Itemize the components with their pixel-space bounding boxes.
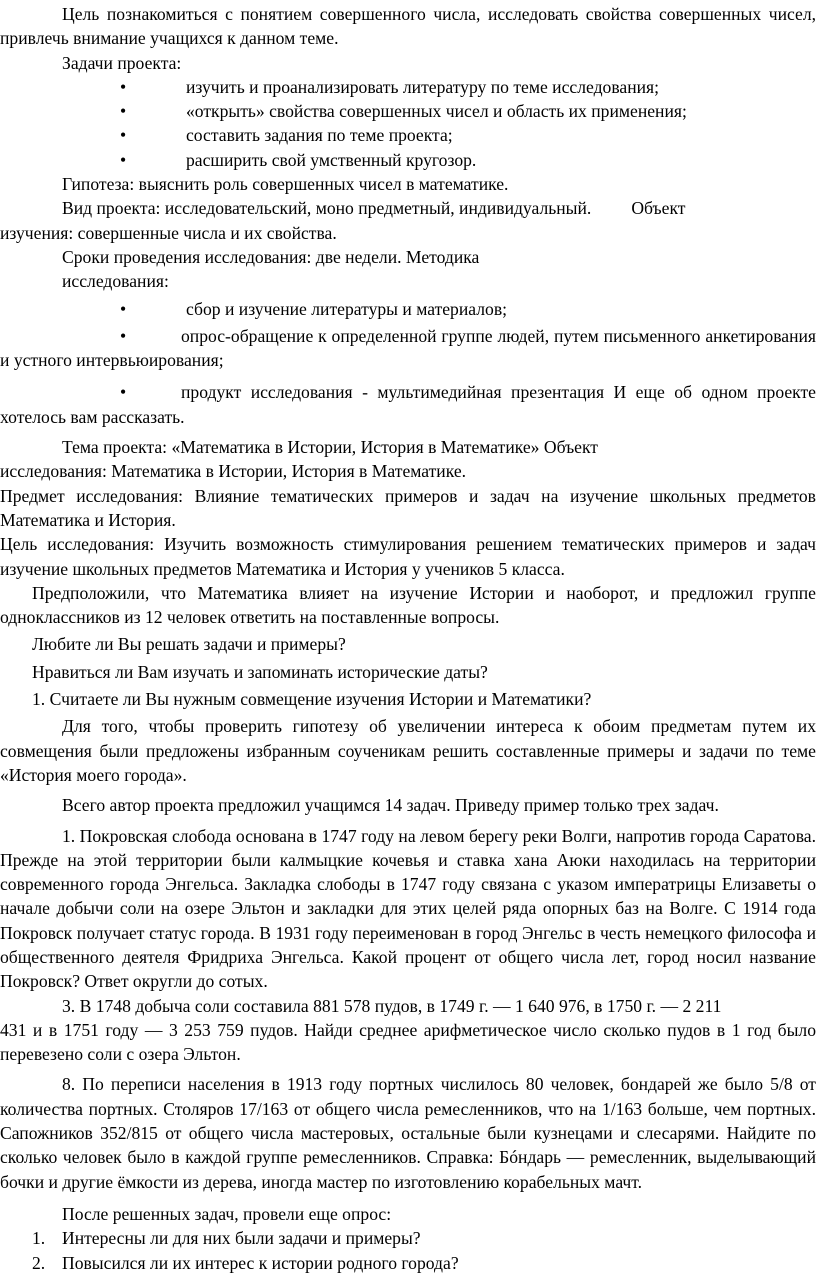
bullet-icon: • bbox=[120, 149, 127, 170]
list-item: • изучить и проанализировать литературу по теме исследования; bbox=[0, 75, 816, 99]
bullet-icon: • bbox=[120, 76, 127, 97]
list-item: • сбор и изучение литературы и материалов; bbox=[0, 297, 816, 321]
bullet-icon: • bbox=[120, 382, 127, 403]
tasks-list bbox=[0, 75, 816, 172]
list-item: 1. Интересны ли для них были задачи и примеры? bbox=[0, 1226, 816, 1250]
survey-question: Нравиться ли Вам изучать и запоминать исторические даты? bbox=[32, 661, 488, 682]
list-item: • опрос-обращение к определенной группе людей, путем письменного анкетирования и устного интервьюирования; bbox=[0, 325, 816, 371]
bullet-icon: • bbox=[120, 101, 127, 122]
list-item: 2. Повысился ли их интерес к истории родного города? bbox=[0, 1251, 816, 1275]
bullet-icon: • bbox=[120, 325, 127, 346]
project-type-line: Вид проекта: исследовательский, моно предметный, индивидуальный. Объект bbox=[62, 198, 686, 219]
research-goal-paragraph: Цель исследования: Изучить возможность стимулирования решением тематических примеров и задач изучение школьных предметов Математика и История у учеников 5 класса. bbox=[0, 534, 816, 579]
total-paragraph: Всего автор проекта предложил учащимся 14 задач. Приведу пример только трех задач. bbox=[62, 795, 719, 816]
goal-paragraph: Цель познакомиться с понятием совершенного числа, исследовать свойства совершенных чисел, привлечь внимание учащихся к данном теме. bbox=[0, 4, 816, 49]
final-questions-list bbox=[0, 1226, 816, 1275]
list-item: • составить задания по теме проекта; bbox=[0, 123, 816, 147]
problem-1: 1. Покровская слобода основана в 1747 году на левом берегу реки Волги, напротив города Саратова. Прежде на этой территории были калмыцкие кочевья и ставка хана Аюки находилась на территории современного города Энгельса. Закладка слободы в 1747 году связана с указом императрицы Елизаветы о начале добычи соли на озере Эльтон и закладки для этих целей ряда опорных баз на Волге. С 1914 года Покровск получает статус города. В 1931 году переименован в город Энгельс в честь немецкого философа и общественного деятеля Фридриха Энгельса. Какой процент от общего числа лет, город носил название Покровск? Ответ округли до сотых. bbox=[0, 825, 816, 992]
subject-paragraph: Предмет исследования: Влияние тематических примеров и задач на изучение школьных предметов Математика и История. bbox=[0, 485, 816, 530]
after-survey-line: После решенных задач, провели еще опрос: bbox=[62, 1203, 392, 1224]
survey-question: Любите ли Вы решать задачи и примеры? bbox=[32, 634, 346, 655]
bullet-icon: • bbox=[120, 125, 127, 146]
methods-list bbox=[0, 297, 816, 429]
tasks-heading: Задачи проекта: bbox=[62, 52, 182, 73]
research-object-line: исследования: Математика в Истории, История в Математике. bbox=[0, 461, 467, 482]
theme-line: Тема проекта: «Математика в Истории, История в Математике» Объект bbox=[62, 437, 598, 458]
assumption-paragraph: Предположили, что Математика влияет на изучение Истории и наоборот, и предложил группе одноклассников из 12 человек ответить на поставленные вопросы. bbox=[0, 582, 816, 628]
hypothesis-paragraph: Гипотеза: выяснить роль совершенных чисел в математике. bbox=[62, 174, 509, 195]
problem-3-first-line: 3. В 1748 добыча соли составила 881 578 пудов, в 1749 г. — 1 640 976, в 1750 г. — 2 211 bbox=[62, 995, 722, 1016]
problem-3-rest: 431 и в 1751 году — 3 253 759 пудов. Найди среднее арифметическое число сколько пудов в 1 год было перевезено соли с озера Эльтон. bbox=[0, 1019, 816, 1065]
methodology-heading: исследования: bbox=[62, 271, 169, 292]
document-page bbox=[0, 2, 816, 1275]
object-line: изучения: совершенные числа и их свойства. bbox=[0, 222, 337, 243]
list-item: • расширить свой умственный кругозор. bbox=[0, 148, 816, 172]
bullet-icon: • bbox=[120, 298, 127, 319]
list-number: 2. bbox=[32, 1252, 46, 1273]
problem-8: 8. По переписи населения в 1913 году портных числилось 80 человек, бондарей же было 5/8 от количества портных. Столяров 17/163 от общего числа ремесленников, что на 1/163 больше, чем портных. Сапожников 352/815 от общего числа мастеровых, остальные были кузнецами и слесарями. Найдите по сколько человек было в каждой группе ремесленников. Справка: Бóндарь — ремесленник, выделывающий бочки и другие ёмкости из дерева, иногда мастер по изготовлению корабельных мачт. bbox=[0, 1074, 816, 1192]
timing-line: Сроки проведения исследования: две недели. Методика bbox=[62, 246, 480, 267]
survey-question: 1. Считаете ли Вы нужным совмещение изучения Истории и Математики? bbox=[32, 689, 592, 710]
list-number: 1. bbox=[32, 1228, 46, 1249]
list-item: • продукт исследования - мультимедийная презентация И еще об одном проекте хотелось вам рассказать. bbox=[0, 382, 816, 427]
list-item: • «открыть» свойства совершенных чисел и область их применения; bbox=[0, 99, 816, 123]
check-paragraph: Для того, чтобы проверить гипотезу об увеличении интереса к обоим предметам путем их совмещения были предложены избранным соученикам решить составленные примеры и задачи по теме «История моего города». bbox=[0, 716, 816, 785]
